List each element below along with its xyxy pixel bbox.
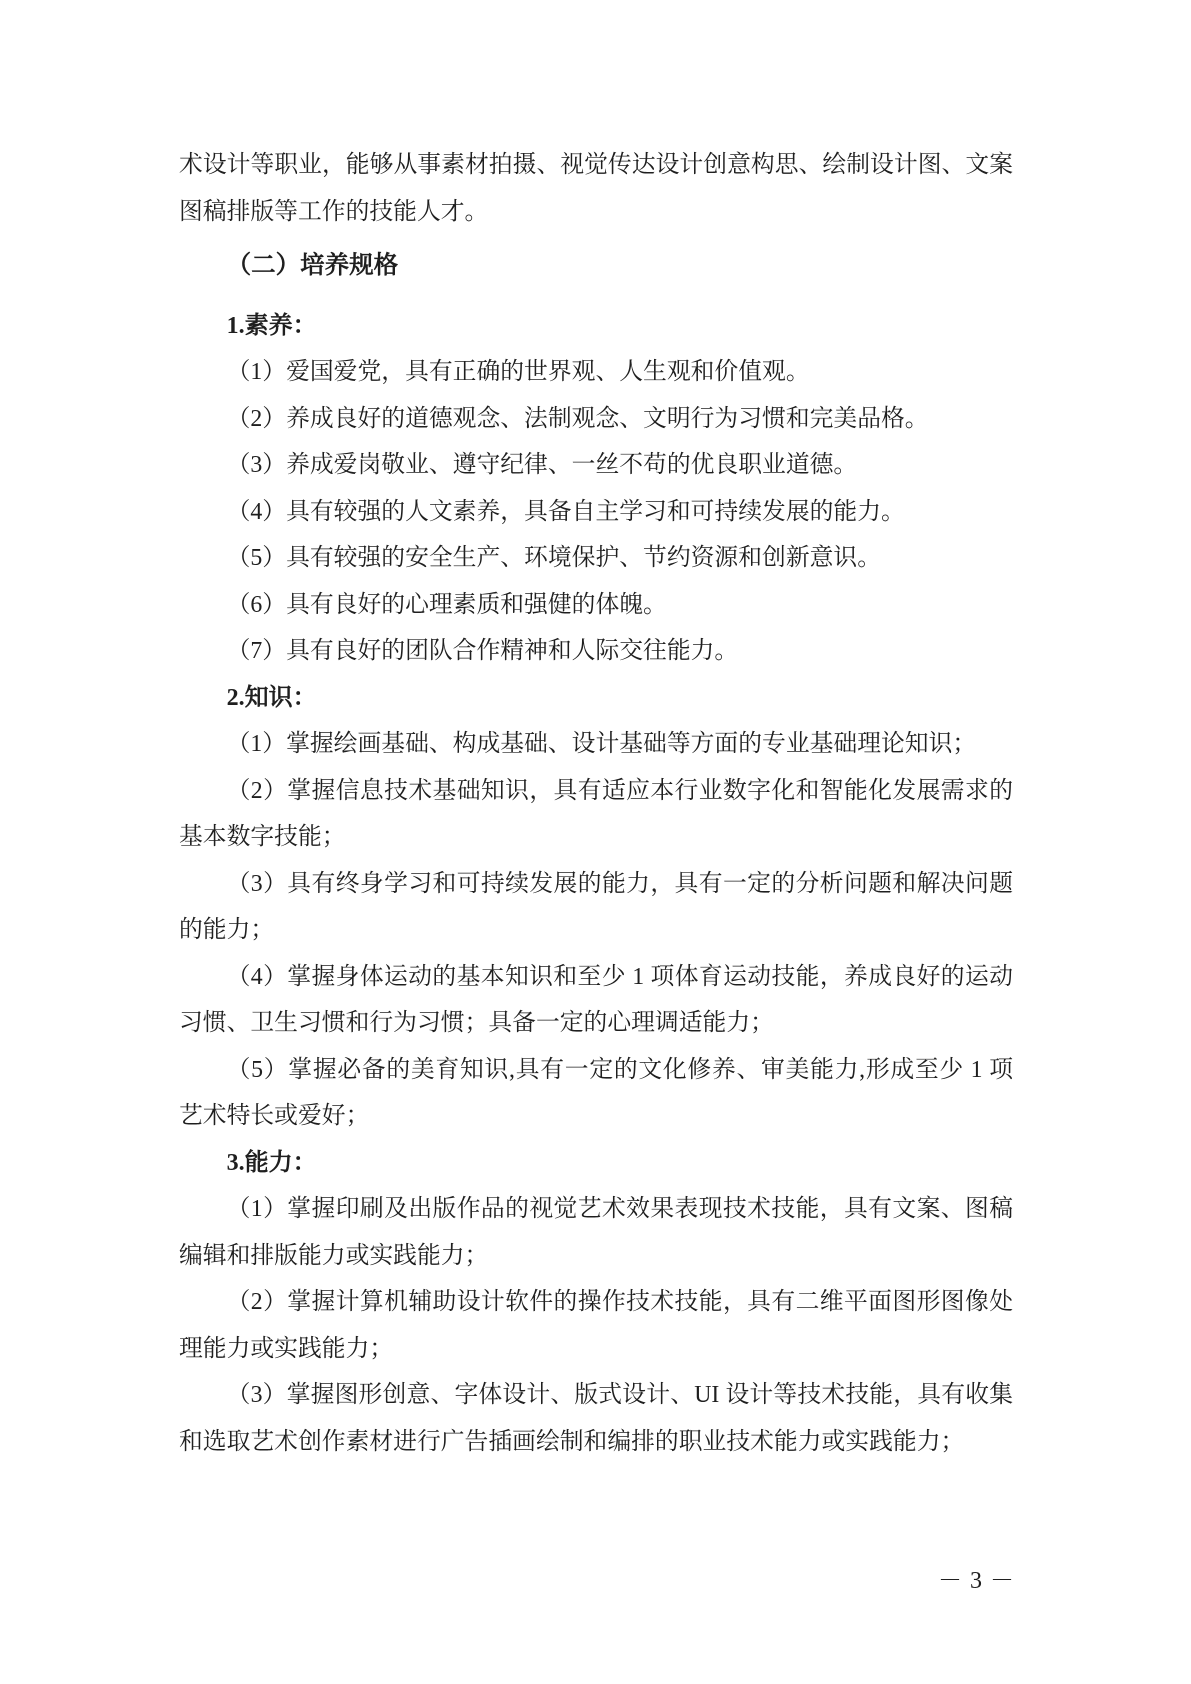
paragraph xyxy=(179,142,1013,235)
text-line: 和选取艺术创作素材进行广告插画绘制和编排的职业技术能力或实践能力； xyxy=(179,1428,965,1455)
text-line: （1）爱国爱党，具有正确的世界观、人生观和价值观。 xyxy=(226,359,810,385)
list-item xyxy=(179,954,1013,1047)
list-item xyxy=(179,489,1013,536)
text-line: （4）具有较强的人文素养，具备自主学习和可持续发展的能力。 xyxy=(226,498,905,525)
text-line: （2）养成良好的道德观念、法制观念、文明行为习惯和完美品格。 xyxy=(226,405,929,432)
text-line: （5）掌握必备的美育知识,具有一定的文化修养、审美能力,形成至少 1 项 xyxy=(226,1056,1013,1083)
text-line: 艺术特长或爱好； xyxy=(179,1103,370,1129)
text-line: 基本数字技能； xyxy=(179,824,346,850)
text-line: 术设计等职业，能够从事素材拍摄、视觉传达设计创意构思、绘制设计图、文案 xyxy=(179,152,1013,178)
list-item xyxy=(179,768,1013,861)
page-number: － 3 － xyxy=(938,1568,1015,1594)
list-item xyxy=(179,442,1013,489)
text-line: （4）掌握身体运动的基本知识和至少 1 项体育运动技能，养成良好的运动 xyxy=(226,963,1013,990)
text-line: （1）掌握印刷及出版作品的视觉艺术效果表现技术技能，具有文案、图稿 xyxy=(226,1196,1013,1222)
sub-heading xyxy=(179,1140,1013,1187)
text-line: （5）具有较强的安全生产、环境保护、节约资源和创新意识。 xyxy=(226,545,882,571)
list-item xyxy=(179,1186,1013,1279)
list-item xyxy=(179,861,1013,954)
text-line: （3）掌握图形创意、字体设计、版式设计、UI 设计等技术技能，具有收集 xyxy=(226,1382,1013,1408)
text-line: 3.能力： xyxy=(226,1149,317,1176)
text-line: 图稿排版等工作的技能人才。 xyxy=(179,198,489,225)
list-item xyxy=(179,628,1013,675)
sub-heading xyxy=(179,675,1013,722)
section-heading xyxy=(179,243,1013,290)
text-line: （二）培养规格 xyxy=(226,252,399,279)
list-item xyxy=(179,396,1013,443)
list-item xyxy=(179,721,1013,768)
sub-heading xyxy=(179,303,1013,350)
text-line: 1.素养： xyxy=(226,312,317,339)
text-line: （2）掌握计算机辅助设计软件的操作技术技能，具有二维平面图形图像处 xyxy=(226,1289,1013,1315)
list-item xyxy=(179,1047,1013,1140)
list-item xyxy=(179,349,1013,396)
text-line: 2.知识： xyxy=(226,684,317,711)
text-line: 的能力； xyxy=(179,917,275,943)
text-line: （7）具有良好的团队合作精神和人际交往能力。 xyxy=(226,638,739,664)
text-line: 编辑和排版能力或实践能力； xyxy=(179,1242,489,1269)
text-line: 习惯、卫生习惯和行为习惯；具备一定的心理调适能力； xyxy=(179,1010,774,1036)
list-item xyxy=(179,1279,1013,1372)
list-item xyxy=(179,535,1013,582)
text-line: 理能力或实践能力； xyxy=(179,1335,394,1362)
text-line: （3）养成爱岗敬业、遵守纪律、一丝不苟的优良职业道德。 xyxy=(226,452,858,478)
text-line: （2）掌握信息技术基础知识，具有适应本行业数字化和智能化发展需求的 xyxy=(226,777,1013,804)
text-line: （1）掌握绘画基础、构成基础、设计基础等方面的专业基础理论知识； xyxy=(226,731,977,757)
text-line: （6）具有良好的心理素质和强健的体魄。 xyxy=(226,591,667,618)
list-item xyxy=(179,1372,1013,1465)
text-line: （3）具有终身学习和可持续发展的能力，具有一定的分析问题和解决问题 xyxy=(226,870,1013,897)
list-item xyxy=(179,582,1013,629)
document-body xyxy=(179,142,1013,1465)
